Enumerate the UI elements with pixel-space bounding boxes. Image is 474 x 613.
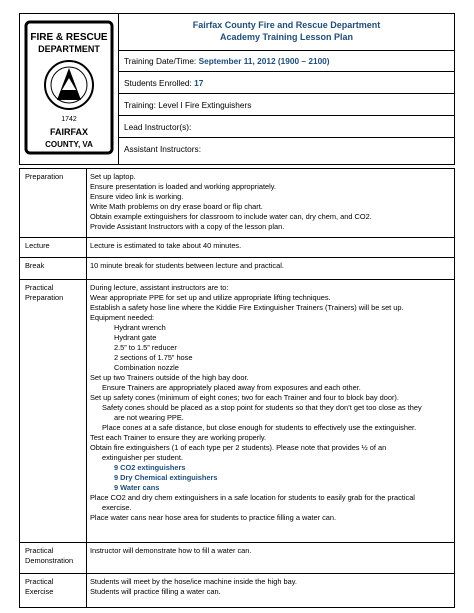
list-item: Write Math problems on dry erase board or flip chart. <box>90 202 263 211</box>
list-item: During lecture, assistant instructors are to: <box>90 283 229 292</box>
list-item: Equipment needed: <box>90 313 155 322</box>
assistant-instructors-row <box>119 138 454 160</box>
title-line-2: Academy Training Lesson Plan <box>219 32 354 42</box>
row-content <box>90 283 451 523</box>
table-row-break <box>20 258 454 280</box>
row-label <box>25 283 83 303</box>
row-content <box>90 577 451 597</box>
row-label-line: Practical <box>25 283 54 292</box>
list-item: 9 Water cans <box>114 483 160 492</box>
training-date-label: Training Date/Time: <box>124 56 197 66</box>
list-item: are not wearing PPE. <box>114 413 184 422</box>
list-item: 9 Dry Chemical extinguishers <box>114 473 218 482</box>
table-row-preparation <box>20 169 454 238</box>
row-content: 10 minute break for students between lecture and practical. <box>90 261 284 270</box>
students-enrolled-row <box>119 72 454 94</box>
table-row-lecture <box>20 238 454 258</box>
row-label-line: Exercise <box>25 587 54 596</box>
list-item: Obtain fire extinguishers (1 of each type per 2 students). Please note that provides ½ of an <box>90 443 387 452</box>
svg-text:FIRE & RESCUE: FIRE & RESCUE <box>30 32 108 43</box>
training-date-value: September 11, 2012 (1900 – 2100) <box>198 56 330 66</box>
list-item: Provide Assistant Instructors with a copy of the lesson plan. <box>90 222 285 231</box>
row-content: Instructor will demonstrate how to fill a water can. <box>90 546 252 555</box>
row-label: Lecture <box>25 241 50 250</box>
list-item: 2.5” to 1.5” reducer <box>114 343 177 352</box>
row-label-line: Practical <box>25 546 54 555</box>
list-item: Ensure video link is working. <box>90 192 184 201</box>
list-item: Place water cans near hose area for students to practice filling a water can. <box>90 513 337 522</box>
lesson-plan-table <box>19 168 455 608</box>
table-row-practical-preparation <box>20 280 454 543</box>
list-item: Students will meet by the hose/ice machine inside the high bay. <box>90 577 297 586</box>
list-item: Set up safety cones (minimum of eight cones; two for each Trainer and four to block bay door). <box>90 393 399 402</box>
svg-text:FAIRFAX: FAIRFAX <box>49 127 89 137</box>
list-item: Wear appropriate PPE for set up and utilize appropriate lifting techniques. <box>90 293 331 302</box>
list-item: Place cones at a safe distance, but close enough for students to effectively use the extinguisher. <box>102 423 417 432</box>
training-row <box>119 94 454 116</box>
table-row-practical-exercise <box>20 574 454 607</box>
list-item: extinguisher per student. <box>102 453 183 462</box>
row-label-line: Preparation <box>25 293 64 302</box>
training-date-row <box>119 50 454 72</box>
row-label: Preparation <box>25 172 64 181</box>
students-enrolled-value: 17 <box>194 78 204 88</box>
list-item: Establish a safety hose line where the Kiddie Fire Extinguisher Trainers (Trainers) will be set up. <box>90 303 404 312</box>
row-label <box>25 577 83 597</box>
lesson-plan-header <box>19 13 455 165</box>
list-item: Set up two Trainers outside of the high bay door. <box>90 373 249 382</box>
list-item: Ensure Trainers are appropriately placed away from exposures and each other. <box>102 383 361 392</box>
svg-text:1742: 1742 <box>61 116 77 123</box>
list-item: Students will practice filling a water can. <box>90 587 221 596</box>
row-label <box>25 546 83 566</box>
row-label: Break <box>25 261 45 270</box>
lead-instructor-label: Lead Instructor(s): <box>124 122 192 132</box>
table-row-practical-demonstration <box>20 543 454 574</box>
training-name: Training: Level I Fire Extinguishers <box>124 100 252 110</box>
svg-text:COUNTY, VA: COUNTY, VA <box>45 140 93 149</box>
list-item: Hydrant wrench <box>114 323 166 332</box>
row-content: Lecture is estimated to take about 40 minutes. <box>90 241 242 250</box>
logo-cell <box>20 14 119 164</box>
row-label-line: Demonstration <box>25 556 74 565</box>
lesson-plan-title <box>119 14 454 51</box>
list-item: Hydrant gate <box>114 333 157 342</box>
list-item: Set up laptop. <box>90 172 136 181</box>
list-item: Place CO2 and dry chem extinguishers in a safe location for students to easily grab for the practical <box>90 493 415 502</box>
list-item: 2 sections of 1.75” hose <box>114 353 193 362</box>
lead-instructor-row <box>119 116 454 138</box>
row-label-line: Practical <box>25 577 54 586</box>
list-item: Safety cones should be placed as a stop point for students so that they don’t get too close as they <box>102 403 422 412</box>
row-content <box>90 172 451 232</box>
list-item: exercise. <box>102 503 132 512</box>
list-item: Obtain example extinguishers for classroom to include water can, dry chem, and CO2. <box>90 212 372 221</box>
students-enrolled-label: Students Enrolled: <box>124 78 192 88</box>
list-item: Ensure presentation is loaded and working appropriately. <box>90 182 276 191</box>
fire-rescue-department-logo <box>24 20 114 155</box>
assistant-instructors-label: Assistant Instructors: <box>124 144 202 154</box>
title-line-1: Fairfax County Fire and Rescue Department <box>192 20 381 30</box>
list-item: 9 CO2 extinguishers <box>114 463 186 472</box>
list-item: Combination nozzle <box>114 363 179 372</box>
list-item: Test each Trainer to ensure they are working properly. <box>90 433 267 442</box>
svg-text:DEPARTMENT: DEPARTMENT <box>38 44 100 54</box>
